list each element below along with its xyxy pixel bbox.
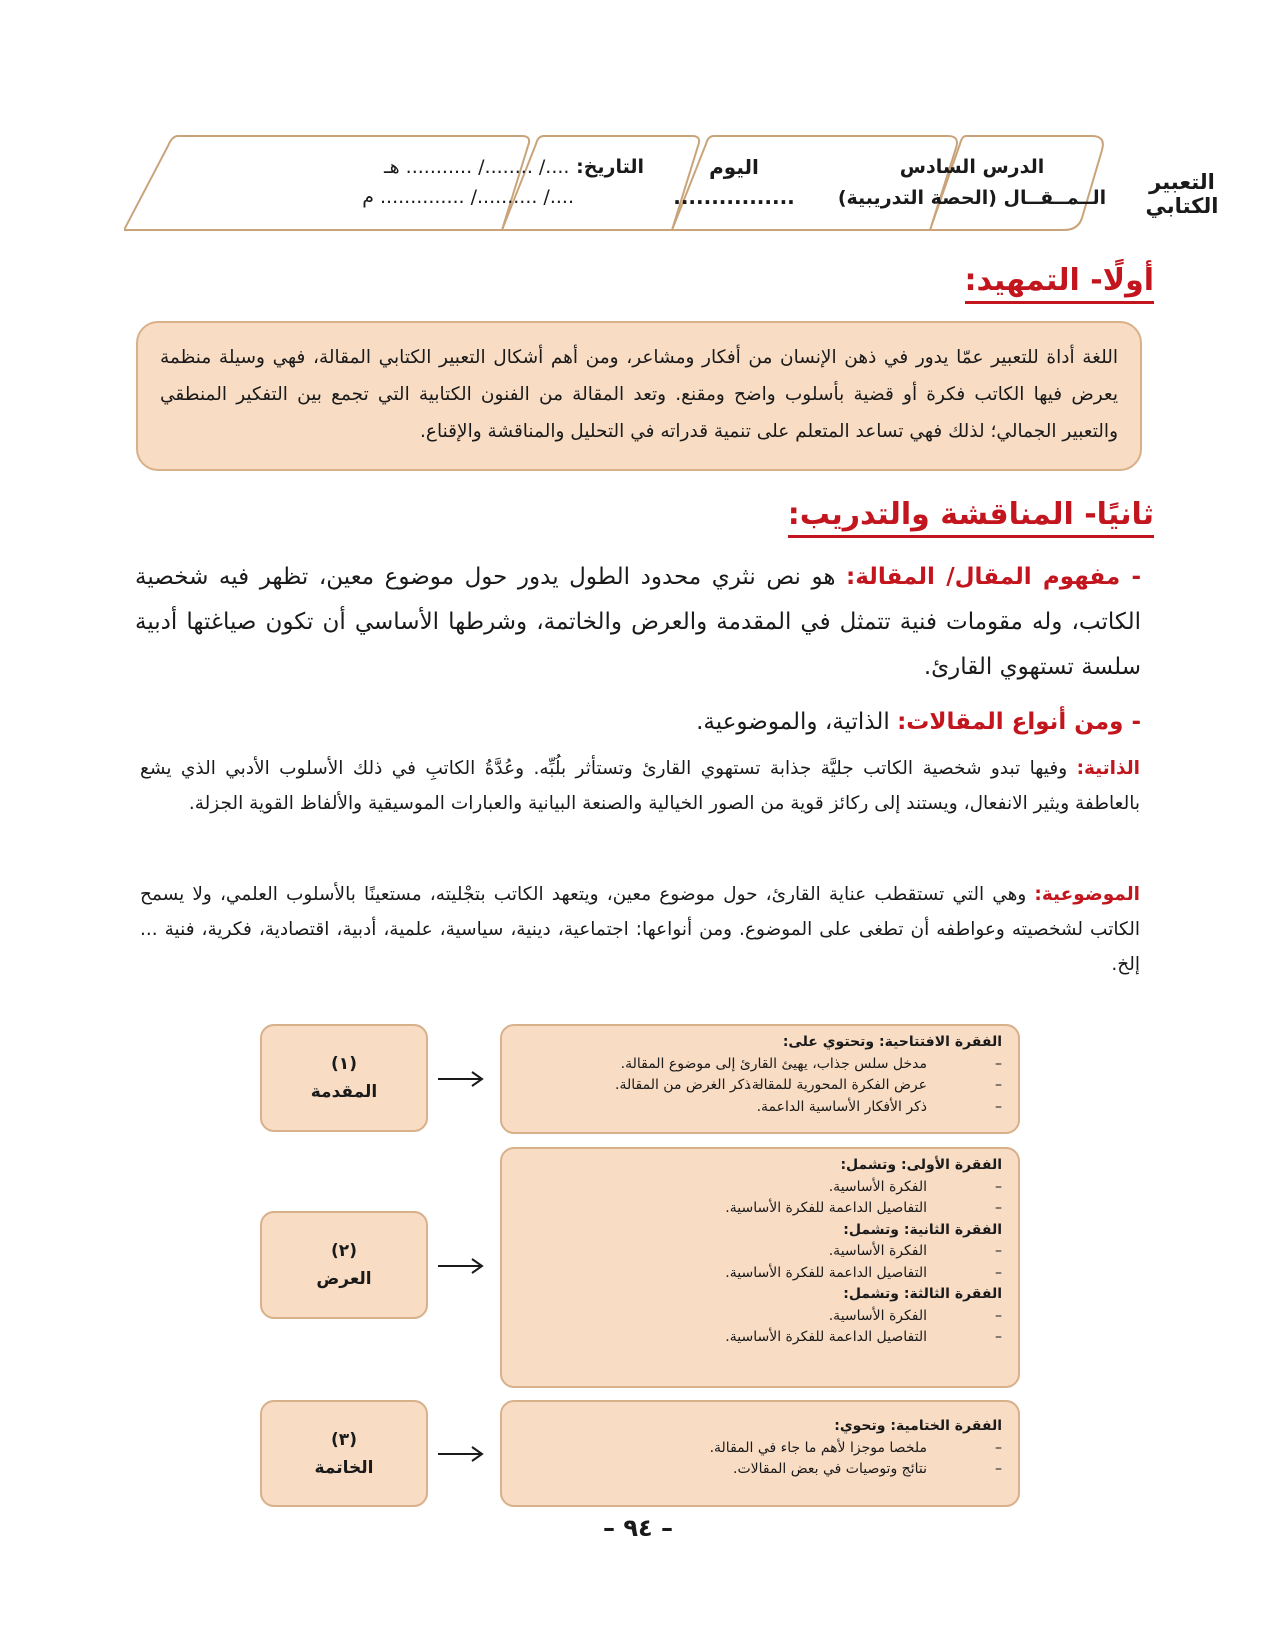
list-item: – التفاصيل الداعمة للفكرة الأساسية. bbox=[725, 1264, 1002, 1281]
subjective-paragraph bbox=[140, 751, 1140, 821]
body-label-box bbox=[260, 1211, 428, 1319]
conclusion-content-box bbox=[500, 1400, 1020, 1507]
list-item: – الفكرة الأساسية. bbox=[828, 1178, 1002, 1195]
list-item: – نتائج وتوصيات في بعض المقالات. bbox=[733, 1461, 1002, 1477]
page-number: – ٩٤ – bbox=[602, 1514, 673, 1542]
intro-extra-item: – ذكر الغرض من المقالة. bbox=[615, 1077, 762, 1093]
types-paragraph bbox=[135, 700, 1141, 745]
conclusion-label-box bbox=[260, 1400, 428, 1507]
header-tabs bbox=[124, 134, 1219, 232]
list-item: – التفاصيل الداعمة للفكرة الأساسية. bbox=[725, 1329, 1002, 1345]
lesson-topic: الــمــقــال (الحصة التدريبية) bbox=[837, 187, 1107, 209]
types-label: - ومن أنواع المقالات: bbox=[897, 709, 1141, 735]
arrow-right-icon bbox=[436, 1069, 486, 1089]
list-item: – الفكرة الأساسية. bbox=[828, 1307, 1002, 1324]
intro-content-box bbox=[500, 1024, 1020, 1134]
day-field bbox=[664, 152, 804, 212]
lesson-number: الدرس السادس bbox=[899, 156, 1045, 178]
date-gregorian-blank: ..../ ........../ .............. م bbox=[362, 186, 574, 208]
objective-text: وهي التي تستقطب عناية القارئ، حول موضوع معين، ويتعهد الكاتب بتجْليته، مستعينًا بالأسلوب العلمي، ولا يسمح الكاتب لشخصيته وعواطفه أن تطغى على الموضوع. ومن أنواعها: اجتماعية، دينية، سياسية، علمية، أدبية، اقتصادية، فكرية، فنية ... إلخ. bbox=[140, 884, 1140, 975]
objective-label: الموضوعية: bbox=[1034, 884, 1140, 905]
day-label: اليوم bbox=[709, 155, 759, 179]
subject-title: التعبير الكتابي bbox=[1145, 170, 1219, 218]
objective-paragraph bbox=[140, 877, 1140, 982]
intro-content-title: الفقرة الافتتاحية: وتحتوي على: bbox=[782, 1034, 1002, 1050]
body-number: (٢) bbox=[331, 1241, 357, 1261]
intro-box bbox=[136, 321, 1142, 471]
list-item: – مدخل سلس جذاب، يهيئ القارئ إلى موضوع المقالة. bbox=[620, 1055, 1002, 1072]
arrow-right-icon bbox=[436, 1444, 486, 1464]
paragraph2-title: الفقرة الثانية: وتشمل: bbox=[843, 1221, 1002, 1238]
conclusion-content-title: الفقرة الختامية: وتحوي: bbox=[834, 1418, 1002, 1434]
list-item: – ذكر الأفكار الأساسية الداعمة. bbox=[756, 1098, 1002, 1115]
intro-text: اللغة أداة للتعبير عمّا يدور في ذهن الإنسان من أفكار ومشاعر، ومن أهم أشكال التعبير الكتابي المقالة، فهي وسيلة منظمة يعرض فيها الكاتب فكرة أو قضية بأسلوب واضح ومقنع. وتعد المقالة من الفنون الكتابية التي تجمع بين التفكير المنطقي والتعبير الجمالي؛ لذلك فهي تساعد المتعلم على تنمية قدراته في التحليل والمناقشة والإقناع. bbox=[160, 347, 1118, 442]
list-item: – الفكرة الأساسية. bbox=[828, 1243, 1002, 1259]
concept-paragraph bbox=[135, 555, 1141, 690]
intro-label: المقدمة bbox=[310, 1082, 378, 1102]
date-label: التاريخ: bbox=[576, 156, 644, 178]
conclusion-label: الخاتمة bbox=[314, 1457, 374, 1478]
intro-label-box bbox=[260, 1024, 428, 1132]
body-label: العرض bbox=[316, 1269, 372, 1289]
subjective-text: وفيها تبدو شخصية الكاتب جليَّة جذابة تستهوي القارئ وتستأثر بلُبِّه. وعُدَّةُ الكاتبِ في ذلك الأسلوب الأدبي الذي يشع بالعاطفة ويثير الانفعال، ويستند إلى ركائز قوية من الصور الخيالية والصنعة البيانية والعبارات الموسيقية والألفاظ القوية الجزلة. bbox=[140, 758, 1140, 814]
intro-number: (١) bbox=[331, 1054, 357, 1074]
arrow-right-icon bbox=[436, 1256, 486, 1276]
concept-text: هو نص نثري محدود الطول يدور حول موضوع معين، تظهر فيه شخصية الكاتب، وله مقومات فنية تتمثل في المقدمة والعرض والخاتمة، وشرطها الأساسي أن تكون صياغتها أدبية سلسة تستهوي القارئ. bbox=[135, 564, 1141, 680]
paragraph1-title: الفقرة الأولى: وتشمل: bbox=[840, 1157, 1002, 1173]
list-item: – ملخصا موجزا لأهم ما جاء في المقالة. bbox=[709, 1439, 1002, 1456]
section-heading-discussion: ثانيًا- المناقشة والتدريب: bbox=[788, 497, 1154, 538]
list-item: – عرض الفكرة المحورية للمقالة. – ذكر الغرض من المقالة. bbox=[518, 1075, 1002, 1097]
lesson-title bbox=[837, 152, 1107, 214]
concept-label: - مفهوم المقال/ المقالة: bbox=[846, 564, 1141, 590]
body-content-box bbox=[500, 1147, 1020, 1388]
day-blank: ................ bbox=[673, 185, 795, 209]
list-item: – التفاصيل الداعمة للفكرة الأساسية. bbox=[725, 1200, 1002, 1216]
date-hijri-blank: ..../ ......../ ........... هـ bbox=[384, 156, 570, 178]
conclusion-number: (٣) bbox=[331, 1429, 357, 1450]
paragraph3-title: الفقرة الثالثة: وتشمل: bbox=[843, 1286, 1002, 1302]
types-text: الذاتية، والموضوعية. bbox=[696, 709, 898, 735]
section-heading-intro: أولًا- التمهيد: bbox=[965, 263, 1154, 304]
date-field bbox=[284, 152, 644, 212]
subjective-label: الذاتية: bbox=[1076, 758, 1140, 779]
